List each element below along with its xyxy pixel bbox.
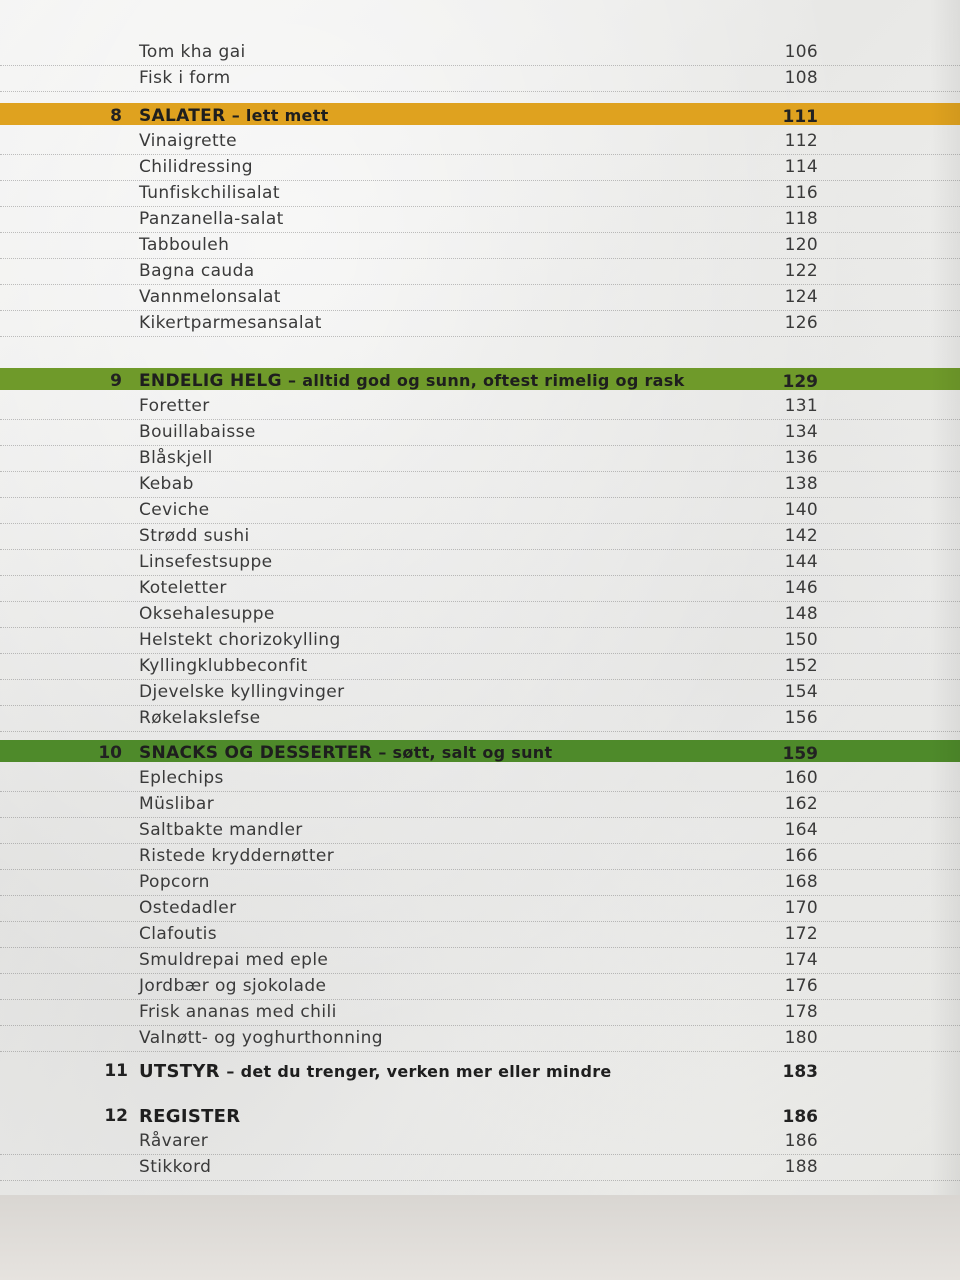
toc-entry-page-number: 146 — [784, 578, 818, 598]
toc-entry[interactable] — [0, 602, 960, 628]
chapter-header-11[interactable] — [0, 1058, 960, 1084]
toc-entry-title: Vinaigrette — [139, 131, 237, 151]
toc-entry[interactable] — [0, 311, 960, 337]
toc-entry-title: Blåskjell — [139, 448, 213, 468]
toc-entry[interactable] — [0, 576, 960, 602]
chapter-number: 8 — [110, 106, 122, 126]
toc-entry-page-number: 188 — [784, 1157, 818, 1177]
toc-entry-title: Popcorn — [139, 872, 210, 892]
toc-entry-page-number: 172 — [784, 924, 818, 944]
toc-entry-page-number: 108 — [784, 68, 818, 88]
toc-entry-page-number: 186 — [784, 1131, 818, 1151]
toc-entry-page-number: 116 — [784, 183, 818, 203]
toc-entry-title: Panzanella-salat — [139, 209, 284, 229]
toc-entry-page-number: 152 — [784, 656, 818, 676]
toc-entry-title: Smuldrepai med eple — [139, 950, 329, 970]
toc-entry-title: Linsefestsuppe — [139, 552, 273, 572]
toc-entry[interactable] — [0, 818, 960, 844]
toc-entry-page-number: 118 — [784, 209, 818, 229]
toc-entry[interactable] — [0, 706, 960, 732]
toc-entry[interactable] — [0, 66, 960, 92]
toc-entry[interactable] — [0, 155, 960, 181]
toc-entry[interactable] — [0, 1026, 960, 1052]
toc-entry-page-number: 106 — [784, 42, 818, 62]
page-edge-shadow — [0, 1195, 960, 1280]
toc-entry-title: Fisk i form — [139, 68, 231, 88]
chapter-title-main: SNACKS OG DESSERTER — [139, 743, 373, 763]
toc-entry[interactable] — [0, 948, 960, 974]
toc-entry-title: Bouillabaisse — [139, 422, 256, 442]
chapter-title — [139, 371, 685, 391]
toc-entry[interactable] — [0, 129, 960, 155]
chapter-title-main: ENDELIG HELG — [139, 371, 282, 391]
chapter-number: 9 — [110, 371, 122, 391]
toc-entry-title: Vannmelonsalat — [139, 287, 281, 307]
toc-entry[interactable] — [0, 550, 960, 576]
toc-entry-title: Tom kha gai — [139, 42, 246, 62]
chapter-number: 11 — [104, 1061, 128, 1081]
toc-entry[interactable] — [0, 974, 960, 1000]
toc-entry-page-number: 176 — [784, 976, 818, 996]
toc-entry[interactable] — [0, 922, 960, 948]
toc-entry-page-number: 114 — [784, 157, 818, 177]
toc-entry-page-number: 166 — [784, 846, 818, 866]
chapter-subtitle: – søtt, salt og sunt — [378, 743, 553, 762]
toc-entry-title: Råvarer — [139, 1131, 209, 1151]
toc-entry-page-number: 168 — [784, 872, 818, 892]
chapter-page-number: 111 — [782, 107, 818, 127]
toc-entry-page-number: 178 — [784, 1002, 818, 1022]
toc-entry-title: Ceviche — [139, 500, 210, 520]
chapter-page-number: 183 — [782, 1062, 818, 1082]
toc-entry-title: Saltbakte mandler — [139, 820, 303, 840]
chapter-subtitle: – alltid god og sunn, oftest rimelig og rask — [288, 371, 685, 390]
toc-entry-page-number: 124 — [784, 287, 818, 307]
toc-entry-title: Kyllingklubbeconfit — [139, 656, 308, 676]
toc-entry-title: Frisk ananas med chili — [139, 1002, 337, 1022]
toc-entry[interactable] — [0, 446, 960, 472]
toc-entry[interactable] — [0, 181, 960, 207]
toc-entry-page-number: 112 — [784, 131, 818, 151]
toc-entry[interactable] — [0, 680, 960, 706]
chapter-title-main: SALATER — [139, 106, 226, 126]
toc-entry-page-number: 142 — [784, 526, 818, 546]
toc-entry-title: Jordbær og sjokolade — [139, 976, 327, 996]
toc-entry-title: Røkelakslefse — [139, 708, 261, 728]
toc-entry-page-number: 131 — [784, 396, 818, 416]
toc-entry-title: Ristede kryddernøtter — [139, 846, 335, 866]
chapter-subtitle: – lett mett — [231, 106, 329, 125]
toc-entry[interactable] — [0, 870, 960, 896]
chapter-page-number: 186 — [782, 1107, 818, 1127]
toc-entry-title: Oksehalesuppe — [139, 604, 275, 624]
chapter-number: 12 — [104, 1106, 128, 1126]
toc-entry-page-number: 180 — [784, 1028, 818, 1048]
chapter-page-number: 129 — [782, 372, 818, 392]
toc-entry-page-number: 138 — [784, 474, 818, 494]
toc-entry-title: Clafoutis — [139, 924, 218, 944]
toc-entry-page-number: 136 — [784, 448, 818, 468]
toc-entry[interactable] — [0, 1155, 960, 1181]
toc-entry-page-number: 134 — [784, 422, 818, 442]
chapter-header-9[interactable] — [0, 368, 960, 390]
toc-entry-title: Helstekt chorizokylling — [139, 630, 341, 650]
toc-entry-title: Kebab — [139, 474, 194, 494]
toc-entry-title: Kikertparmesansalat — [139, 313, 322, 333]
toc-entry-page-number: 164 — [784, 820, 818, 840]
toc-entry-title: Valnøtt- og yoghurthonning — [139, 1028, 383, 1048]
chapter-number: 10 — [98, 743, 122, 763]
toc-entry[interactable] — [0, 420, 960, 446]
toc-entry[interactable] — [0, 40, 960, 66]
toc-entry-title: Eplechips — [139, 768, 224, 788]
chapter-header-10[interactable] — [0, 740, 960, 762]
toc-entry-title: Djevelske kyllingvinger — [139, 682, 345, 702]
toc-entry-page-number: 122 — [784, 261, 818, 281]
toc-entry-title: Chilidressing — [139, 157, 253, 177]
toc-entry[interactable] — [0, 285, 960, 311]
toc-entry-page-number: 154 — [784, 682, 818, 702]
toc-entry-page-number: 170 — [784, 898, 818, 918]
toc-entry-page-number: 144 — [784, 552, 818, 572]
toc-entry-title: Müslibar — [139, 794, 215, 814]
toc-entry[interactable] — [0, 896, 960, 922]
toc-entry[interactable] — [0, 498, 960, 524]
chapter-page-number: 159 — [782, 744, 818, 764]
chapter-header-8[interactable] — [0, 103, 960, 125]
toc-entry[interactable] — [0, 472, 960, 498]
toc-entry[interactable] — [0, 394, 960, 420]
toc-entry[interactable] — [0, 207, 960, 233]
toc-entry[interactable] — [0, 1129, 960, 1155]
toc-entry-title: Bagna cauda — [139, 261, 255, 281]
chapter-title — [139, 1061, 612, 1082]
toc-entry[interactable] — [0, 844, 960, 870]
chapter-title-main: REGISTER — [139, 1106, 241, 1127]
chapter-subtitle: – det du trenger, verken mer eller mindre — [226, 1062, 612, 1081]
chapter-title — [139, 1106, 240, 1127]
toc-entry[interactable] — [0, 628, 960, 654]
toc-entry-title: Koteletter — [139, 578, 227, 598]
toc-entry-page-number: 140 — [784, 500, 818, 520]
toc-entry-title: Tabbouleh — [139, 235, 230, 255]
toc-entry[interactable] — [0, 792, 960, 818]
toc-entry[interactable] — [0, 766, 960, 792]
toc-entry-title: Foretter — [139, 396, 210, 416]
toc-entry-page-number: 148 — [784, 604, 818, 624]
toc-entry-page-number: 160 — [784, 768, 818, 788]
toc-entry[interactable] — [0, 654, 960, 680]
toc-entry[interactable] — [0, 233, 960, 259]
chapter-title — [139, 106, 329, 126]
toc-entry-title: Stikkord — [139, 1157, 212, 1177]
toc-entry-title: Strødd sushi — [139, 526, 250, 546]
chapter-title-main: UTSTYR — [139, 1061, 220, 1082]
toc-entry-page-number: 120 — [784, 235, 818, 255]
toc-entry-title: Ostedadler — [139, 898, 237, 918]
chapter-title — [139, 743, 552, 763]
toc-entry[interactable] — [0, 1000, 960, 1026]
toc-entry-page-number: 174 — [784, 950, 818, 970]
toc-entry[interactable] — [0, 524, 960, 550]
chapter-header-12[interactable] — [0, 1103, 960, 1129]
toc-entry[interactable] — [0, 259, 960, 285]
toc-entry-page-number: 126 — [784, 313, 818, 333]
toc-entry-page-number: 162 — [784, 794, 818, 814]
toc-entry-title: Tunfiskchilisalat — [139, 183, 280, 203]
toc-entry-page-number: 150 — [784, 630, 818, 650]
toc-entry-page-number: 156 — [784, 708, 818, 728]
